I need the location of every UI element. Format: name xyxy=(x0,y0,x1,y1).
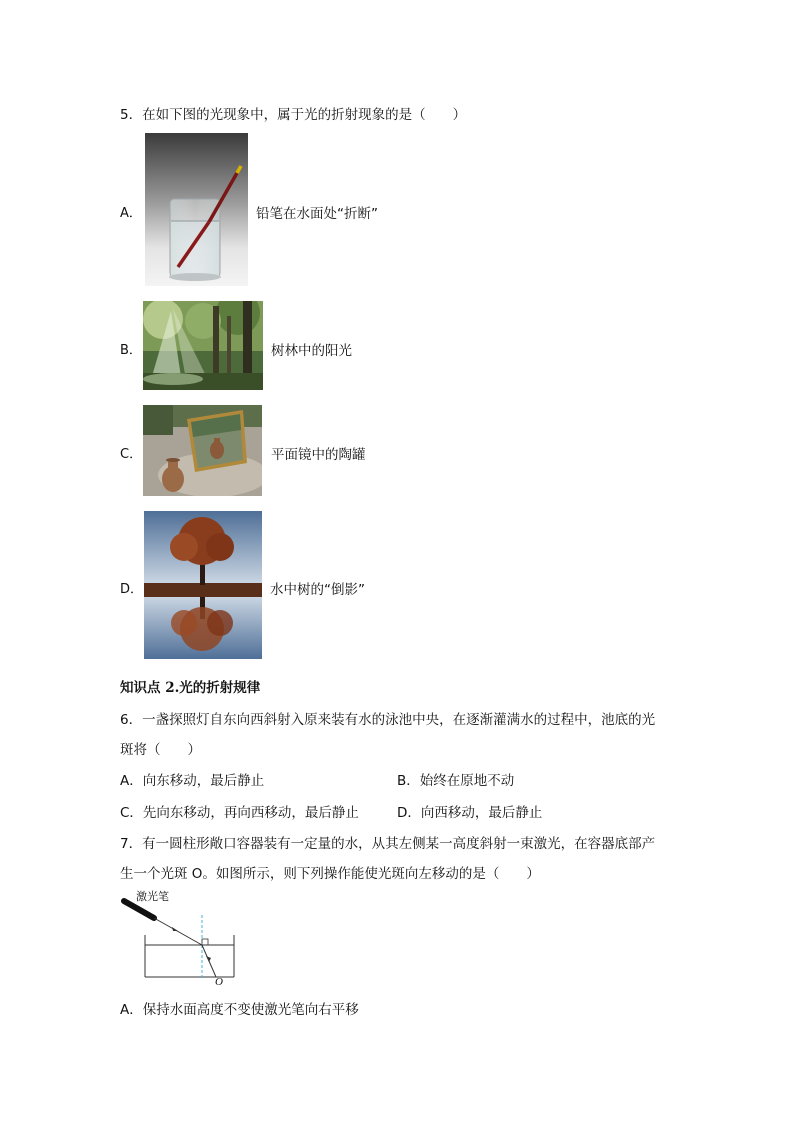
option-c-letter: C． xyxy=(120,447,143,462)
tree-reflection-photo xyxy=(144,511,262,659)
forest-sunbeams-photo xyxy=(143,301,263,390)
question-5-stem: 5．在如下图的光现象中，属于光的折射现象的是（ ） xyxy=(120,107,467,123)
option-c-caption: 平面镜中的陶罐 xyxy=(271,447,366,463)
question-6-option-a: A．向东移动，最后静止 xyxy=(120,773,265,789)
option-a-letter: A． xyxy=(120,206,142,221)
option-b-caption: 树林中的阳光 xyxy=(271,343,352,359)
laser-pen-label: 激光笔 xyxy=(136,890,169,903)
question-7-option-a: A．保持水面高度不变使激光笔向右平移 xyxy=(120,1002,359,1018)
question-6-option-d: D．向西移动，最后静止 xyxy=(397,805,543,821)
option-d-caption: 水中树的“倒影” xyxy=(270,582,365,598)
option-b-letter: B． xyxy=(120,343,142,358)
question-6-option-c: C．先向东移动，再向西移动，最后静止 xyxy=(120,805,359,821)
question-6-option-b: B．始终在原地不动 xyxy=(397,773,515,789)
section-title: 知识点 2.光的折射规律 xyxy=(120,680,261,696)
question-6-stem-line2: 斑将（ ） xyxy=(120,742,201,758)
question-7-stem-line1: 7．有一圆柱形敞口容器装有一定量的水，从其左侧某一高度斜射一束激光，在容器底部产 xyxy=(120,836,656,852)
pencil-in-glass-photo xyxy=(145,133,248,286)
option-d-letter: D． xyxy=(120,582,144,597)
mirror-jar-photo xyxy=(143,405,262,496)
option-a-caption: 铅笔在水面处“折断” xyxy=(256,206,378,222)
point-o-label: O xyxy=(215,976,223,988)
question-6-stem-line1: 6．一盏探照灯自东向西斜射入原来装有水的泳池中央，在逐渐灌满水的过程中，池底的光 xyxy=(120,712,656,728)
question-7-stem-line2: 生一个光斑 O。如图所示，则下列操作能使光斑向左移动的是（ ） xyxy=(120,866,540,882)
